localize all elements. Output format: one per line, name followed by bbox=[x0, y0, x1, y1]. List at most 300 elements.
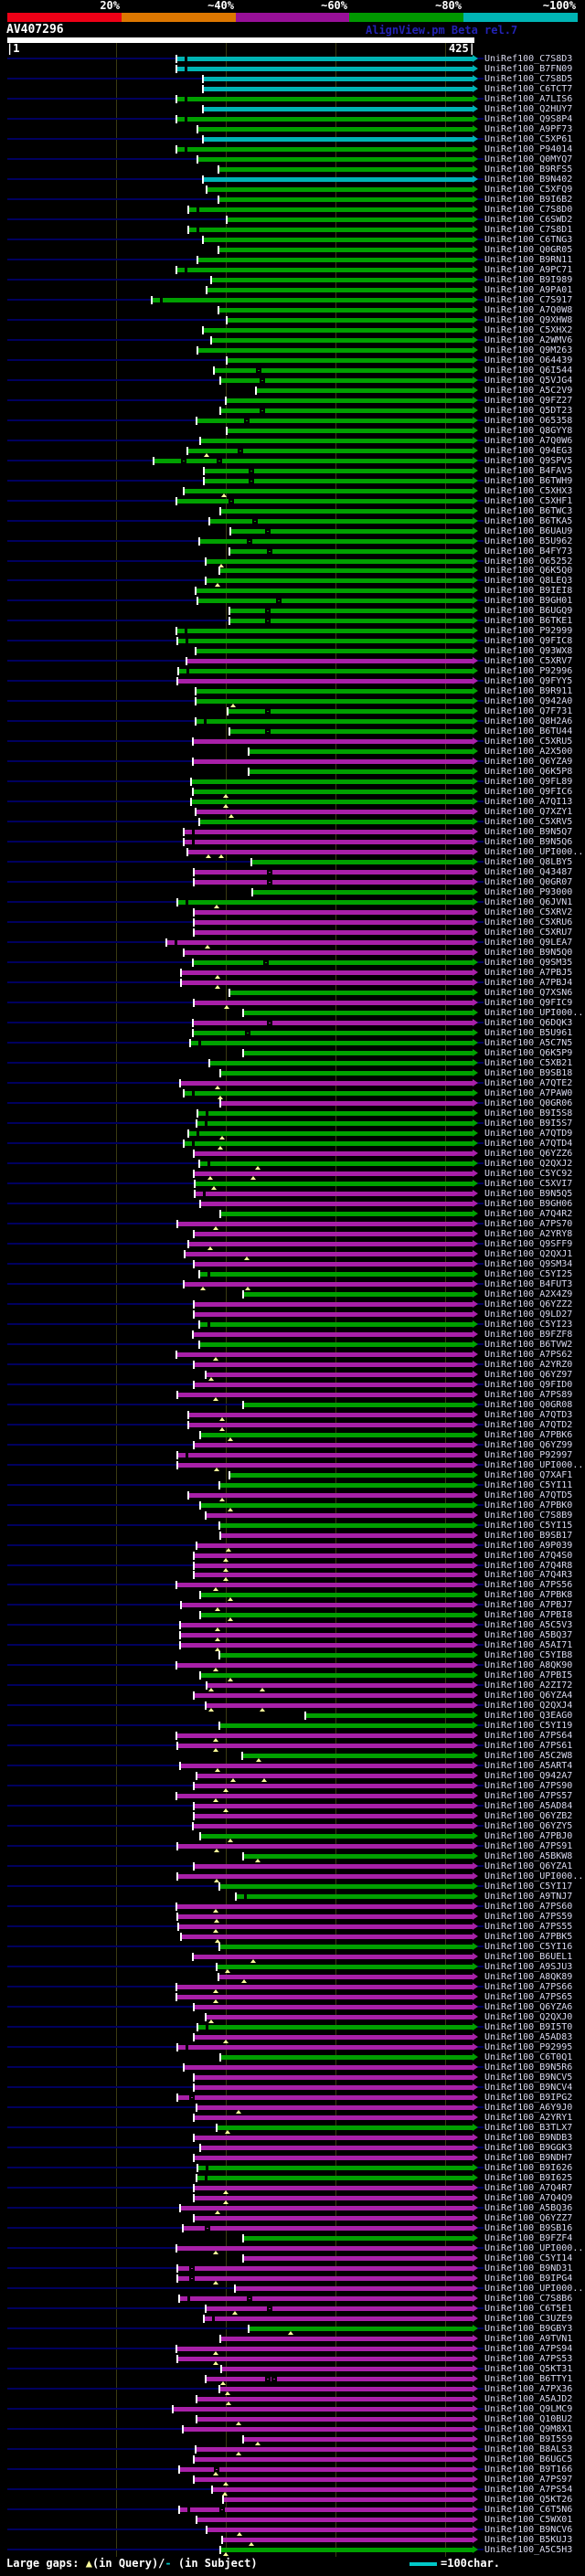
alignment-row[interactable] bbox=[0, 1309, 585, 1320]
alignment-row[interactable] bbox=[0, 1289, 585, 1299]
subject-label[interactable]: UniRef100_Q9FZ27 bbox=[484, 395, 573, 406]
subject-label[interactable]: UniRef100_B9NDB3 bbox=[484, 2132, 573, 2143]
alignment-row[interactable] bbox=[0, 1781, 585, 1791]
subject-label[interactable]: UniRef100_C6SWD2 bbox=[484, 214, 573, 225]
alignment-row[interactable] bbox=[0, 2203, 585, 2213]
alignment-row[interactable] bbox=[0, 1259, 585, 1269]
alignment-row[interactable] bbox=[0, 596, 585, 606]
alignment-row[interactable] bbox=[0, 366, 585, 376]
alignment-row[interactable] bbox=[0, 1992, 585, 2002]
subject-label[interactable]: UniRef100_A5C5V3 bbox=[484, 1620, 573, 1631]
alignment-row[interactable] bbox=[0, 576, 585, 586]
subject-label[interactable]: UniRef100_A5C2V9 bbox=[484, 385, 573, 396]
alignment-row[interactable] bbox=[0, 2243, 585, 2253]
subject-label[interactable]: UniRef100_A2YRY8 bbox=[484, 1228, 573, 1239]
alignment-row[interactable] bbox=[0, 1470, 585, 1480]
alignment-row[interactable] bbox=[0, 616, 585, 626]
alignment-row[interactable] bbox=[0, 1390, 585, 1400]
subject-label[interactable]: UniRef100_C5XRU6 bbox=[484, 917, 573, 928]
subject-label[interactable]: UniRef100_Q6YZZ6 bbox=[484, 1148, 573, 1159]
alignment-row[interactable] bbox=[0, 1169, 585, 1179]
subject-label[interactable]: UniRef100_A7Q4R2 bbox=[484, 1208, 573, 1219]
subject-label[interactable]: UniRef100_Q6YZ99 bbox=[484, 1439, 573, 1450]
subject-label[interactable]: UniRef100_B9RN11 bbox=[484, 254, 573, 265]
subject-label[interactable]: UniRef100_A7PS66 bbox=[484, 1982, 573, 1993]
subject-label[interactable]: UniRef100_Q0GR05 bbox=[484, 244, 573, 255]
alignment-row[interactable] bbox=[0, 2294, 585, 2304]
alignment-row[interactable] bbox=[0, 757, 585, 767]
alignment-row[interactable] bbox=[0, 2434, 585, 2444]
alignment-row[interactable] bbox=[0, 2263, 585, 2274]
alignment-row[interactable] bbox=[0, 1711, 585, 1721]
subject-label[interactable]: UniRef100_A7Q0W6 bbox=[484, 435, 573, 446]
subject-label[interactable]: UniRef100_Q0GR08 bbox=[484, 1399, 573, 1410]
alignment-row[interactable] bbox=[0, 2525, 585, 2535]
subject-label[interactable]: UniRef100_A7PBI5 bbox=[484, 1670, 573, 1681]
alignment-row[interactable] bbox=[0, 696, 585, 706]
subject-label[interactable]: UniRef100_Q6K5Q0 bbox=[484, 566, 573, 577]
alignment-row[interactable] bbox=[0, 215, 585, 225]
subject-label[interactable]: UniRef100_A7PS57 bbox=[484, 1791, 573, 1802]
subject-label[interactable]: UniRef100_A9SJU3 bbox=[484, 1962, 573, 1973]
alignment-row[interactable] bbox=[0, 1882, 585, 1892]
subject-label[interactable]: UniRef100_A5C7N5 bbox=[484, 1038, 573, 1049]
subject-label[interactable]: UniRef100_B5U961 bbox=[484, 1028, 573, 1039]
subject-label[interactable]: UniRef100_A9PA01 bbox=[484, 284, 573, 295]
alignment-row[interactable] bbox=[0, 2495, 585, 2505]
subject-label[interactable]: UniRef100_O65358 bbox=[484, 415, 573, 426]
subject-label[interactable]: UniRef100_B9N5R6 bbox=[484, 2062, 573, 2072]
alignment-row[interactable] bbox=[0, 827, 585, 837]
alignment-row[interactable] bbox=[0, 275, 585, 285]
alignment-row[interactable] bbox=[0, 2334, 585, 2344]
alignment-row[interactable] bbox=[0, 315, 585, 325]
alignment-row[interactable] bbox=[0, 1751, 585, 1761]
subject-label[interactable]: UniRef100_Q8LEQ3 bbox=[484, 576, 573, 587]
subject-label[interactable]: UniRef100_A7PBJ0 bbox=[484, 1831, 573, 1842]
subject-label[interactable]: UniRef100_A7QTD9 bbox=[484, 1128, 573, 1139]
subject-label[interactable]: UniRef100_B9I5S8 bbox=[484, 1108, 573, 1118]
subject-label[interactable]: UniRef100_UPI000.. bbox=[484, 1871, 584, 1882]
alignment-row[interactable] bbox=[0, 706, 585, 716]
subject-label[interactable]: UniRef100_UPI000.. bbox=[484, 1459, 584, 1470]
subject-label[interactable]: UniRef100_Q0GR07 bbox=[484, 877, 573, 888]
subject-label[interactable]: UniRef100_Q0MYQ7 bbox=[484, 154, 573, 164]
alignment-row[interactable] bbox=[0, 1430, 585, 1440]
alignment-row[interactable] bbox=[0, 516, 585, 526]
subject-label[interactable]: UniRef100_A7PS62 bbox=[484, 1349, 573, 1360]
alignment-row[interactable] bbox=[0, 325, 585, 335]
alignment-row[interactable] bbox=[0, 897, 585, 907]
alignment-row[interactable] bbox=[0, 426, 585, 436]
subject-label[interactable]: UniRef100_A7QTE2 bbox=[484, 1077, 573, 1088]
subject-label[interactable]: UniRef100_A7Q0W8 bbox=[484, 304, 573, 315]
subject-label[interactable]: UniRef100_C7S917 bbox=[484, 294, 573, 305]
subject-label[interactable]: UniRef100_A7PS90 bbox=[484, 1781, 573, 1792]
alignment-row[interactable] bbox=[0, 948, 585, 958]
alignment-row[interactable] bbox=[0, 2083, 585, 2093]
subject-label[interactable]: UniRef100_A7PS60 bbox=[484, 1902, 573, 1913]
alignment-row[interactable] bbox=[0, 1400, 585, 1410]
subject-label[interactable]: UniRef100_Q9SFF9 bbox=[484, 1238, 573, 1249]
subject-label[interactable]: UniRef100_Q9FID0 bbox=[484, 1379, 573, 1390]
subject-label[interactable]: UniRef100_B9GH01 bbox=[484, 596, 573, 607]
subject-label[interactable]: UniRef100_B4FY73 bbox=[484, 546, 573, 557]
subject-label[interactable]: UniRef100_A7PS89 bbox=[484, 1389, 573, 1400]
subject-label[interactable]: UniRef100_C5WX01 bbox=[484, 2514, 573, 2525]
subject-label[interactable]: UniRef100_Q6YZZ2 bbox=[484, 1299, 573, 1309]
alignment-row[interactable] bbox=[0, 1199, 585, 1209]
subject-label[interactable]: UniRef100_Q2QXJ1 bbox=[484, 1248, 573, 1259]
alignment-row[interactable] bbox=[0, 1018, 585, 1028]
subject-label[interactable]: UniRef100_B6UAU9 bbox=[484, 525, 573, 536]
alignment-row[interactable] bbox=[0, 1088, 585, 1098]
alignment-row[interactable] bbox=[0, 656, 585, 666]
alignment-row[interactable] bbox=[0, 1962, 585, 1972]
subject-label[interactable]: UniRef100_Q9XHW8 bbox=[484, 314, 573, 325]
subject-label[interactable]: UniRef100_Q6I544 bbox=[484, 365, 573, 376]
alignment-row[interactable] bbox=[0, 2173, 585, 2183]
subject-label[interactable]: UniRef100_C6T5E1 bbox=[484, 2303, 573, 2314]
subject-label[interactable]: UniRef100_Q9LMC9 bbox=[484, 2403, 573, 2414]
alignment-row[interactable] bbox=[0, 2505, 585, 2515]
subject-label[interactable]: UniRef100_B9N402 bbox=[484, 174, 573, 185]
subject-label[interactable]: UniRef100_Q6K5P9 bbox=[484, 1048, 573, 1058]
alignment-row[interactable] bbox=[0, 2414, 585, 2424]
alignment-row[interactable] bbox=[0, 847, 585, 857]
alignment-row[interactable] bbox=[0, 2304, 585, 2314]
alignment-row[interactable] bbox=[0, 2374, 585, 2384]
alignment-row[interactable] bbox=[0, 686, 585, 696]
subject-label[interactable]: UniRef100_A2YRY1 bbox=[484, 2112, 573, 2123]
subject-label[interactable]: UniRef100_A7PS91 bbox=[484, 1841, 573, 1852]
alignment-row[interactable] bbox=[0, 506, 585, 516]
subject-label[interactable]: UniRef100_B6TU44 bbox=[484, 726, 573, 737]
subject-label[interactable]: UniRef100_B4FAV5 bbox=[484, 465, 573, 476]
alignment-row[interactable] bbox=[0, 134, 585, 144]
alignment-row[interactable] bbox=[0, 1380, 585, 1390]
alignment-row[interactable] bbox=[0, 1932, 585, 1942]
alignment-row[interactable] bbox=[0, 2012, 585, 2022]
subject-label[interactable]: UniRef100_A7PS53 bbox=[484, 2353, 573, 2364]
alignment-row[interactable] bbox=[0, 1731, 585, 1741]
alignment-row[interactable] bbox=[0, 1811, 585, 1821]
alignment-row[interactable] bbox=[0, 1590, 585, 1600]
subject-label[interactable]: UniRef100_B3TLX7 bbox=[484, 2122, 573, 2133]
alignment-row[interactable] bbox=[0, 2253, 585, 2263]
subject-label[interactable]: UniRef100_A7PBJ4 bbox=[484, 978, 573, 989]
alignment-row[interactable] bbox=[0, 928, 585, 938]
alignment-row[interactable] bbox=[0, 958, 585, 968]
alignment-row[interactable] bbox=[0, 446, 585, 456]
alignment-row[interactable] bbox=[0, 345, 585, 355]
subject-label[interactable]: UniRef100_B9IPG4 bbox=[484, 2273, 573, 2284]
alignment-row[interactable] bbox=[0, 1340, 585, 1350]
subject-label[interactable]: UniRef100_A7QTD3 bbox=[484, 1409, 573, 1420]
alignment-row[interactable] bbox=[0, 747, 585, 757]
alignment-row[interactable] bbox=[0, 1660, 585, 1670]
subject-label[interactable]: UniRef100_UPI000.. bbox=[484, 1008, 584, 1019]
alignment-row[interactable] bbox=[0, 2163, 585, 2173]
alignment-row[interactable] bbox=[0, 2153, 585, 2163]
alignment-row[interactable] bbox=[0, 1551, 585, 1561]
subject-label[interactable]: UniRef100_A7PS54 bbox=[484, 2484, 573, 2495]
alignment-row[interactable] bbox=[0, 1841, 585, 1851]
subject-label[interactable]: UniRef100_B6TTY1 bbox=[484, 2373, 573, 2384]
subject-label[interactable]: UniRef100_A2ZI72 bbox=[484, 1680, 573, 1691]
alignment-row[interactable] bbox=[0, 2354, 585, 2364]
subject-label[interactable]: UniRef100_B9NCV6 bbox=[484, 2524, 573, 2535]
alignment-row[interactable] bbox=[0, 1360, 585, 1370]
subject-label[interactable]: UniRef100_C5XRU5 bbox=[484, 737, 573, 747]
subject-label[interactable]: UniRef100_UPI000.. bbox=[484, 2242, 584, 2253]
subject-label[interactable]: UniRef100_Q93WX8 bbox=[484, 646, 573, 657]
alignment-row[interactable] bbox=[0, 2062, 585, 2072]
alignment-row[interactable] bbox=[0, 1129, 585, 1139]
alignment-row[interactable] bbox=[0, 716, 585, 726]
subject-label[interactable]: UniRef100_Q6DQK3 bbox=[484, 1018, 573, 1029]
alignment-row[interactable] bbox=[0, 726, 585, 737]
alignment-row[interactable] bbox=[0, 1952, 585, 1962]
subject-label[interactable]: UniRef100_C5YI19 bbox=[484, 1721, 573, 1732]
alignment-row[interactable] bbox=[0, 1179, 585, 1189]
subject-label[interactable]: UniRef100_Q2QXJ2 bbox=[484, 1158, 573, 1169]
alignment-row[interactable] bbox=[0, 1691, 585, 1701]
alignment-row[interactable] bbox=[0, 225, 585, 235]
alignment-row[interactable] bbox=[0, 1048, 585, 1058]
alignment-row[interactable] bbox=[0, 1620, 585, 1630]
alignment-row[interactable] bbox=[0, 1098, 585, 1108]
subject-label[interactable]: UniRef100_B9GBY3 bbox=[484, 2323, 573, 2334]
alignment-row[interactable] bbox=[0, 646, 585, 656]
subject-label[interactable]: UniRef100_C5XRV7 bbox=[484, 656, 573, 667]
alignment-row[interactable] bbox=[0, 2535, 585, 2545]
alignment-row[interactable] bbox=[0, 797, 585, 807]
subject-label[interactable]: UniRef100_A7QTD2 bbox=[484, 1419, 573, 1430]
subject-label[interactable]: UniRef100_A7PS59 bbox=[484, 1912, 573, 1923]
alignment-row[interactable] bbox=[0, 2424, 585, 2434]
alignment-row[interactable] bbox=[0, 335, 585, 345]
subject-label[interactable]: UniRef100_A9TNJ7 bbox=[484, 1892, 573, 1903]
alignment-row[interactable] bbox=[0, 1500, 585, 1511]
subject-label[interactable]: UniRef100_A7PS97 bbox=[484, 2474, 573, 2485]
subject-label[interactable]: UniRef100_Q5KT31 bbox=[484, 2363, 573, 2374]
subject-label[interactable]: UniRef100_C5YIB8 bbox=[484, 1650, 573, 1661]
alignment-row[interactable] bbox=[0, 1189, 585, 1199]
alignment-row[interactable] bbox=[0, 1511, 585, 1521]
subject-label[interactable]: UniRef100_B5KUJ3 bbox=[484, 2534, 573, 2545]
subject-label[interactable]: UniRef100_A9PF73 bbox=[484, 123, 573, 134]
subject-label[interactable]: UniRef100_B9T166 bbox=[484, 2464, 573, 2475]
subject-label[interactable]: UniRef100_A7PBK0 bbox=[484, 1500, 573, 1511]
subject-label[interactable]: UniRef100_B9FZF8 bbox=[484, 1329, 573, 1340]
subject-label[interactable]: UniRef100_A2X500 bbox=[484, 747, 573, 758]
alignment-row[interactable] bbox=[0, 998, 585, 1008]
subject-label[interactable]: UniRef100_Q6YZ97 bbox=[484, 1369, 573, 1380]
alignment-row[interactable] bbox=[0, 1108, 585, 1118]
alignment-row[interactable] bbox=[0, 1982, 585, 1992]
alignment-row[interactable] bbox=[0, 666, 585, 676]
subject-label[interactable]: UniRef100_A7PBK8 bbox=[484, 1590, 573, 1601]
subject-label[interactable]: UniRef100_A5BQ37 bbox=[484, 1630, 573, 1641]
subject-label[interactable]: UniRef100_A7PS70 bbox=[484, 1218, 573, 1229]
alignment-row[interactable] bbox=[0, 1279, 585, 1289]
alignment-row[interactable] bbox=[0, 557, 585, 567]
subject-label[interactable]: UniRef100_Q8GYY8 bbox=[484, 425, 573, 436]
alignment-row[interactable] bbox=[0, 586, 585, 596]
alignment-row[interactable] bbox=[0, 1440, 585, 1450]
subject-label[interactable]: UniRef100_B9SB17 bbox=[484, 1530, 573, 1541]
subject-label[interactable]: UniRef100_B9I626 bbox=[484, 2162, 573, 2173]
alignment-row[interactable] bbox=[0, 1580, 585, 1590]
alignment-row[interactable] bbox=[0, 988, 585, 998]
subject-label[interactable]: UniRef100_Q6YZA6 bbox=[484, 2002, 573, 2013]
alignment-row[interactable] bbox=[0, 2324, 585, 2334]
subject-label[interactable]: UniRef100_Q5KT26 bbox=[484, 2494, 573, 2505]
alignment-row[interactable] bbox=[0, 1320, 585, 1330]
subject-label[interactable]: UniRef100_C6T5N6 bbox=[484, 2504, 573, 2515]
alignment-row[interactable] bbox=[0, 2545, 585, 2555]
alignment-row[interactable] bbox=[0, 1610, 585, 1620]
alignment-row[interactable] bbox=[0, 295, 585, 305]
subject-label[interactable]: UniRef100_B6TWC3 bbox=[484, 505, 573, 516]
subject-label[interactable]: UniRef100_O65252 bbox=[484, 556, 573, 567]
subject-label[interactable]: UniRef100_C5XVI7 bbox=[484, 1178, 573, 1189]
alignment-row[interactable] bbox=[0, 2133, 585, 2143]
alignment-row[interactable] bbox=[0, 84, 585, 94]
alignment-row[interactable] bbox=[0, 265, 585, 275]
alignment-row[interactable] bbox=[0, 1410, 585, 1420]
alignment-row[interactable] bbox=[0, 1821, 585, 1831]
alignment-row[interactable] bbox=[0, 867, 585, 877]
subject-label[interactable]: UniRef100_B9N5Q7 bbox=[484, 827, 573, 838]
subject-label[interactable]: UniRef100_B9R911 bbox=[484, 686, 573, 697]
alignment-row[interactable] bbox=[0, 235, 585, 245]
subject-label[interactable]: UniRef100_Q0GR06 bbox=[484, 1097, 573, 1108]
alignment-row[interactable] bbox=[0, 476, 585, 486]
subject-label[interactable]: UniRef100_A7Q4R3 bbox=[484, 1570, 573, 1581]
alignment-row[interactable] bbox=[0, 1640, 585, 1650]
alignment-row[interactable] bbox=[0, 1490, 585, 1500]
alignment-row[interactable] bbox=[0, 837, 585, 847]
alignment-row[interactable] bbox=[0, 1741, 585, 1751]
subject-label[interactable]: UniRef100_A7PBI8 bbox=[484, 1610, 573, 1621]
alignment-row[interactable] bbox=[0, 1249, 585, 1259]
subject-label[interactable]: UniRef100_A8QK90 bbox=[484, 1660, 573, 1671]
subject-label[interactable]: UniRef100_A9TVN1 bbox=[484, 2333, 573, 2344]
subject-label[interactable]: UniRef100_B9IEI8 bbox=[484, 586, 573, 597]
alignment-row[interactable] bbox=[0, 154, 585, 164]
subject-label[interactable]: UniRef100_P94014 bbox=[484, 143, 573, 154]
subject-label[interactable]: UniRef100_C7S8B9 bbox=[484, 1510, 573, 1521]
subject-label[interactable]: UniRef100_B9FZF4 bbox=[484, 2232, 573, 2243]
subject-label[interactable]: UniRef100_C5XRV5 bbox=[484, 817, 573, 828]
subject-label[interactable]: UniRef100_Q6JVN1 bbox=[484, 897, 573, 908]
subject-label[interactable]: UniRef100_C3UZE9 bbox=[484, 2313, 573, 2324]
alignment-row[interactable] bbox=[0, 626, 585, 636]
subject-label[interactable]: UniRef100_C5XRU7 bbox=[484, 928, 573, 938]
subject-label[interactable]: UniRef100_Q9FL89 bbox=[484, 777, 573, 788]
alignment-row[interactable] bbox=[0, 2032, 585, 2042]
alignment-row[interactable] bbox=[0, 1922, 585, 1932]
subject-label[interactable]: UniRef100_B9NDH7 bbox=[484, 2152, 573, 2163]
subject-label[interactable]: UniRef100_O64439 bbox=[484, 355, 573, 366]
alignment-row[interactable] bbox=[0, 1801, 585, 1811]
subject-label[interactable]: UniRef100_B9I5T0 bbox=[484, 2022, 573, 2033]
subject-label[interactable]: UniRef100_B6TKE1 bbox=[484, 616, 573, 627]
alignment-row[interactable] bbox=[0, 636, 585, 646]
alignment-row[interactable] bbox=[0, 1058, 585, 1068]
alignment-row[interactable] bbox=[0, 777, 585, 787]
alignment-row[interactable] bbox=[0, 1028, 585, 1038]
alignment-row[interactable] bbox=[0, 2274, 585, 2284]
subject-label[interactable]: UniRef100_C5YC92 bbox=[484, 1168, 573, 1179]
alignment-row[interactable] bbox=[0, 305, 585, 315]
alignment-row[interactable] bbox=[0, 1630, 585, 1640]
alignment-row[interactable] bbox=[0, 1791, 585, 1801]
alignment-row[interactable] bbox=[0, 887, 585, 897]
alignment-row[interactable] bbox=[0, 406, 585, 416]
alignment-row[interactable] bbox=[0, 496, 585, 506]
alignment-row[interactable] bbox=[0, 917, 585, 928]
subject-label[interactable]: UniRef100_A5BKW8 bbox=[484, 1851, 573, 1862]
subject-label[interactable]: UniRef100_Q5VJG4 bbox=[484, 375, 573, 386]
subject-label[interactable]: UniRef100_B9N5Q5 bbox=[484, 1188, 573, 1199]
alignment-row[interactable] bbox=[0, 2485, 585, 2495]
subject-label[interactable]: UniRef100_B9I6B2 bbox=[484, 194, 573, 205]
subject-label[interactable]: UniRef100_A7PBJ5 bbox=[484, 968, 573, 979]
alignment-row[interactable] bbox=[0, 2394, 585, 2404]
alignment-row[interactable] bbox=[0, 2314, 585, 2324]
subject-label[interactable]: UniRef100_A5AD83 bbox=[484, 2032, 573, 2043]
subject-label[interactable]: UniRef100_C7S8D0 bbox=[484, 204, 573, 215]
alignment-row[interactable] bbox=[0, 1570, 585, 1580]
subject-label[interactable]: UniRef100_Q6K5P8 bbox=[484, 767, 573, 778]
alignment-row[interactable] bbox=[0, 2113, 585, 2123]
subject-label[interactable]: UniRef100_B9N5Q0 bbox=[484, 948, 573, 959]
subject-label[interactable]: UniRef100_B9IPG2 bbox=[484, 2092, 573, 2103]
alignment-row[interactable] bbox=[0, 185, 585, 195]
alignment-row[interactable] bbox=[0, 396, 585, 406]
subject-label[interactable]: UniRef100_A7Q4R7 bbox=[484, 2182, 573, 2193]
subject-label[interactable]: UniRef100_A7PS61 bbox=[484, 1741, 573, 1752]
alignment-row[interactable] bbox=[0, 1269, 585, 1279]
subject-label[interactable]: UniRef100_B4FUT3 bbox=[484, 1278, 573, 1289]
subject-label[interactable]: UniRef100_C6TNG3 bbox=[484, 234, 573, 245]
subject-label[interactable]: UniRef100_C5YI23 bbox=[484, 1319, 573, 1330]
subject-label[interactable]: UniRef100_A5AI71 bbox=[484, 1640, 573, 1651]
alignment-row[interactable] bbox=[0, 386, 585, 396]
alignment-row[interactable] bbox=[0, 466, 585, 476]
subject-label[interactable]: UniRef100_C5YI25 bbox=[484, 1268, 573, 1279]
alignment-row[interactable] bbox=[0, 1159, 585, 1169]
alignment-row[interactable] bbox=[0, 456, 585, 466]
alignment-row[interactable] bbox=[0, 2022, 585, 2032]
alignment-row[interactable] bbox=[0, 64, 585, 74]
alignment-row[interactable] bbox=[0, 1038, 585, 1048]
subject-label[interactable]: UniRef100_A5C2W8 bbox=[484, 1751, 573, 1762]
subject-label[interactable]: UniRef100_UPI000.. bbox=[484, 2283, 584, 2294]
subject-label[interactable]: UniRef100_B7FN09 bbox=[484, 63, 573, 74]
subject-label[interactable]: UniRef100_Q7XSN6 bbox=[484, 988, 573, 999]
alignment-row[interactable] bbox=[0, 285, 585, 295]
subject-label[interactable]: UniRef100_Q7XZY1 bbox=[484, 807, 573, 818]
alignment-row[interactable] bbox=[0, 1861, 585, 1871]
alignment-row[interactable] bbox=[0, 2123, 585, 2133]
alignment-row[interactable] bbox=[0, 2193, 585, 2203]
alignment-row[interactable] bbox=[0, 74, 585, 84]
alignment-row[interactable] bbox=[0, 1350, 585, 1360]
